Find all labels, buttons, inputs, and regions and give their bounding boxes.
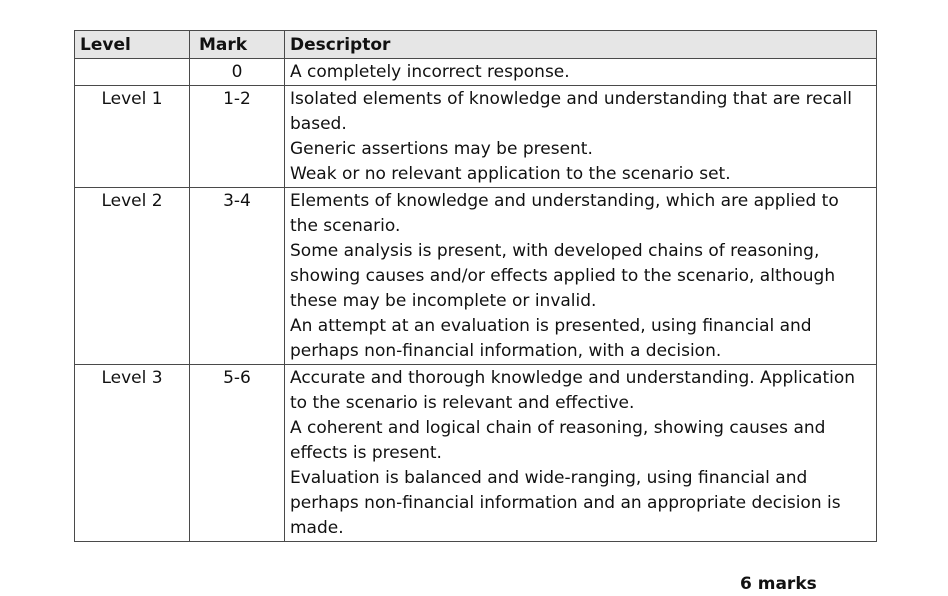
descriptor-line: Elements of knowledge and understanding, which are applied to the scenario. [290, 191, 839, 236]
mark-cell: 3-4 [190, 188, 285, 365]
mark-cell: 5-6 [190, 365, 285, 542]
level-cell: Level 1 [75, 86, 190, 188]
header-level: Level [75, 31, 190, 59]
descriptor-line: Some analysis is present, with developed chains of reasoning, showing causes and/or effects applied to the scenario, although these may be incomplete or invalid. [290, 241, 836, 311]
descriptor-line: Weak or no relevant application to the scenario set. [290, 164, 731, 184]
descriptor-line: An attempt at an evaluation is presented, using financial and perhaps non-financial information, with a decision. [290, 316, 812, 361]
descriptor-cell [285, 188, 877, 365]
header-row [75, 31, 877, 59]
level-cell [75, 59, 190, 86]
level-cell: Level 2 [75, 188, 190, 365]
descriptor-cell [285, 86, 877, 188]
descriptor-cell [285, 365, 877, 542]
header-mark: Mark [190, 31, 285, 59]
mark-scheme-table [74, 30, 877, 542]
table-row [75, 365, 877, 542]
table-row [75, 188, 877, 365]
table-row [75, 86, 877, 188]
table-body [75, 59, 877, 542]
table-row [75, 59, 877, 86]
total-marks: 6 marks [740, 574, 817, 594]
header-descriptor: Descriptor [285, 31, 877, 59]
descriptor-line: Generic assertions may be present. [290, 139, 593, 159]
table-header [75, 31, 877, 59]
descriptor-line: Accurate and thorough knowledge and understanding. Application to the scenario is relevant and effective. [290, 368, 856, 413]
descriptor-line: Evaluation is balanced and wide-ranging, using financial and perhaps non-financial information and an appropriate decision is made. [290, 468, 841, 538]
mark-cell: 0 [190, 59, 285, 86]
descriptor-line: A coherent and logical chain of reasoning, showing causes and effects is present. [290, 418, 826, 463]
descriptor-line: A completely incorrect response. [290, 62, 570, 82]
level-cell: Level 3 [75, 365, 190, 542]
descriptor-cell [285, 59, 877, 86]
descriptor-line: Isolated elements of knowledge and understanding that are recall based. [290, 89, 852, 134]
mark-cell: 1-2 [190, 86, 285, 188]
